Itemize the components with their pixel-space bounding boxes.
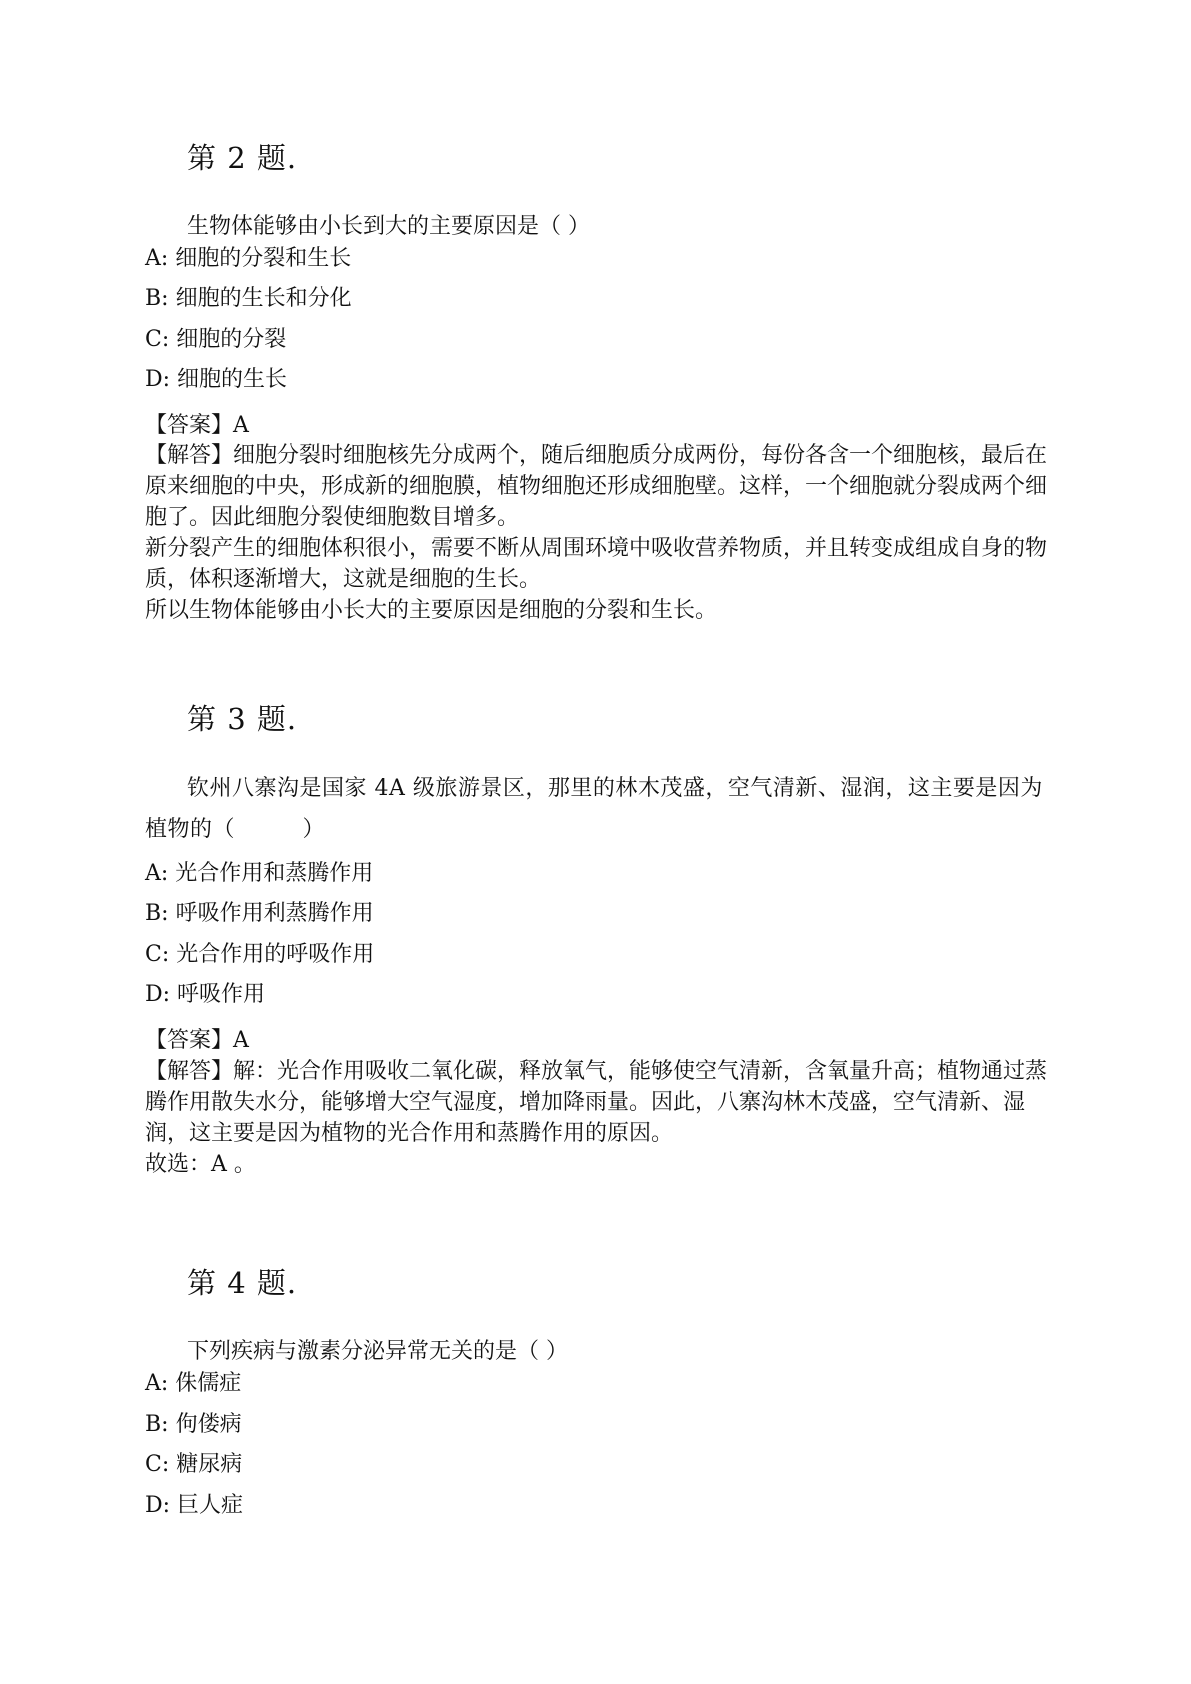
explanation-paragraph: 【解答】解：光合作用吸收二氧化碳，释放氧气，能够使空气清新，含氧量升高；植物通过蒸腾作用散失水分，能够增大空气湿度，增加降雨量。因此，八寨沟林木茂盛，空气清新、湿润，这主要是因为植物的光合作用和蒸腾作用的原因。 [145, 1059, 1048, 1146]
option-d: D: 细胞的生长 [145, 367, 288, 392]
option-b: B: 呼吸作用利蒸腾作用 [145, 901, 374, 926]
option-a: A: 细胞的分裂和生长 [145, 246, 352, 271]
explanation-paragraph: 所以生物体能够由小长大的主要原因是细胞的分裂和生长。 [145, 598, 718, 623]
explanation [145, 440, 1050, 626]
question-title: 第 2 题. [187, 141, 298, 175]
option-c: C: 细胞的分裂 [145, 327, 287, 352]
option-a: A: 光合作用和蒸腾作用 [145, 861, 374, 886]
question-stem: 钦州八寨沟是国家 4A 级旅游景区，那里的林木茂盛，空气清新、湿润，这主要是因为植物的（ ） [145, 776, 1043, 842]
explanation-paragraph: 故选：A 。 [145, 1152, 256, 1177]
option-d: D: 巨人症 [145, 1493, 244, 1518]
explanation [145, 1056, 1050, 1180]
answer: 【答案】A [145, 1028, 249, 1053]
answer: 【答案】A [145, 413, 249, 438]
option-d: D: 呼吸作用 [145, 982, 266, 1007]
option-b: B: 细胞的生长和分化 [145, 286, 352, 311]
option-b: B: 佝偻病 [145, 1412, 242, 1437]
option-c: C: 糖尿病 [145, 1452, 243, 1477]
explanation-paragraph: 【解答】细胞分裂时细胞核先分成两个，随后细胞质分成两份，每份各含一个细胞核，最后在原来细胞的中央，形成新的细胞膜，植物细胞还形成细胞壁。这样，一个细胞就分裂成两个细胞了。因此细胞分裂使细胞数目增多。 [145, 443, 1048, 530]
question-title: 第 4 题. [187, 1266, 298, 1300]
option-a: A: 侏儒症 [145, 1371, 242, 1396]
question-stem: 下列疾病与激素分泌异常无关的是（ ） [187, 1339, 568, 1364]
option-c: C: 光合作用的呼吸作用 [145, 942, 375, 967]
question-title: 第 3 题. [187, 702, 298, 736]
explanation-paragraph: 新分裂产生的细胞体积很小，需要不断从周围环境中吸收营养物质，并且转变成组成自身的物质，体积逐渐增大，这就是细胞的生长。 [145, 536, 1048, 592]
question-stem: 生物体能够由小长到大的主要原因是（ ） [187, 214, 590, 239]
